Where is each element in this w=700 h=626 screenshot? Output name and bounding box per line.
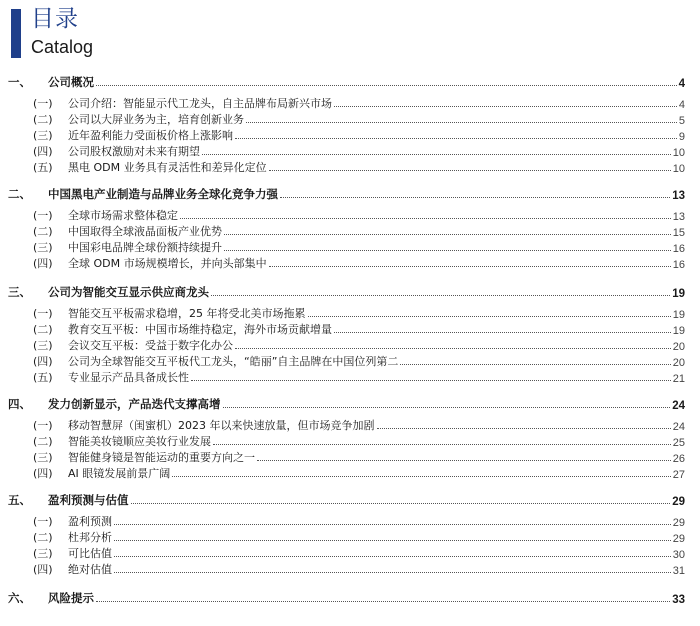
toc-entry-page: 24 [672,400,685,412]
toc-subsection-entry[interactable] [0,465,700,481]
dot-leader [246,122,677,123]
toc-entry-title: 全球 ODM 市场规模增长，并向头部集中 [68,257,267,270]
dot-leader [213,444,671,445]
dot-leader [224,234,671,235]
toc-entry-number: (一) [33,97,53,110]
toc-entry-page: 16 [672,243,685,255]
toc-entry-number: 四、 [8,397,31,411]
toc-entry-title: 智能美妆镜顺应美妆行业发展 [68,435,211,448]
toc-entry-page: 10 [672,163,685,175]
toc-subsection-entry[interactable] [0,255,700,271]
dot-leader [114,556,671,557]
dot-leader [308,316,671,317]
toc-entry-number: (四) [33,467,53,480]
toc-subsection-entry[interactable] [0,513,700,529]
toc-entry-title: 公司以大屏业务为主，培育创新业务 [68,113,244,126]
toc-entry-title: 全球市场需求整体稳定 [68,209,178,222]
toc-entry-number: (四) [33,563,53,576]
toc-section-entry[interactable] [0,284,700,300]
dot-leader [131,503,671,504]
toc-entry-title: 专业显示产品具备成长性 [68,371,189,384]
dot-leader [334,332,671,333]
toc-entry-number: (二) [33,323,53,336]
dot-leader [400,364,670,365]
toc-subsection-entry[interactable] [0,529,700,545]
toc-entry-title: 公司股权激励对未来有期望 [68,145,200,158]
toc-subsection-entry[interactable] [0,545,700,561]
toc-subsection-entry[interactable] [0,159,700,175]
dot-leader [334,106,677,107]
toc-entry-title: 中国黑电产业制造与品牌业务全球化竞争力强 [48,187,278,201]
toc-entry-page: 4 [678,78,685,90]
toc-entry-title: 公司概况 [48,75,94,89]
toc-subsection-entry[interactable] [0,143,700,159]
toc-entry-page: 20 [672,357,685,369]
dot-leader [224,250,671,251]
toc-entry-title: 公司为智能交互显示供应商龙头 [48,285,209,299]
toc-entry-page: 19 [672,325,685,337]
dot-leader [202,154,671,155]
toc-subsection-entry[interactable] [0,207,700,223]
toc-subsection-entry[interactable] [0,95,700,111]
catalog-title: 目录 [31,6,79,32]
toc-entry-page: 33 [672,594,685,606]
toc-entry-title: 杜邦分析 [68,531,112,544]
toc-entry-page: 24 [672,421,685,433]
toc-entry-number: (四) [33,257,53,270]
toc-entry-page: 19 [672,309,685,321]
toc-entry-title: 智能交互平板需求稳增，25 年将受北美市场拖累 [68,307,306,320]
dot-leader [211,295,670,296]
toc-entry-number: (三) [33,129,53,142]
toc-entry-title: 可比估值 [68,547,112,560]
toc-entry-page: 15 [672,227,685,239]
toc-subsection-entry[interactable] [0,337,700,353]
dot-leader [96,601,670,602]
toc-entry-page: 30 [672,549,685,561]
toc-entry-number: (四) [33,145,53,158]
toc-section-entry[interactable] [0,590,700,606]
dot-leader [172,476,670,477]
toc-entry-number: (二) [33,225,53,238]
toc-subsection-entry[interactable] [0,223,700,239]
toc-entry-number: (三) [33,451,53,464]
toc-entry-number: 二、 [8,187,31,201]
toc-entry-number: 三、 [8,285,31,299]
toc-subsection-entry[interactable] [0,369,700,385]
toc-subsection-entry[interactable] [0,321,700,337]
toc-entry-title: 中国取得全球液晶面板产业优势 [68,225,222,238]
toc-entry-page: 31 [672,565,685,577]
toc-entry-number: (一) [33,209,53,222]
toc-entry-page: 29 [672,496,685,508]
toc-entry-title: 智能健身镜是智能运动的重要方向之一 [68,451,255,464]
dot-leader [269,170,671,171]
toc-entry-number: (一) [33,307,53,320]
toc-section-entry[interactable] [0,186,700,202]
toc-entry-number: (二) [33,113,53,126]
toc-entry-title: 移动智慧屏（闺蜜机）2023 年以来快速放量，但市场竞争加剧 [68,419,375,432]
dot-leader [114,540,671,541]
toc-entry-number: (二) [33,531,53,544]
toc-entry-page: 5 [678,115,685,127]
dot-leader [235,348,671,349]
dot-leader [114,572,671,573]
toc-entry-title: 中国彩电品牌全球份额持续提升 [68,241,222,254]
toc-entry-title: 近年盈利能力受面板价格上涨影响 [68,129,233,142]
toc-entry-page: 21 [672,373,685,385]
toc-section-entry[interactable] [0,74,700,90]
toc-entry-number: (一) [33,419,53,432]
toc-subsection-entry[interactable] [0,127,700,143]
dot-leader [96,85,677,86]
toc-subsection-entry[interactable] [0,239,700,255]
catalog-subtitle: Catalog [31,37,94,57]
toc-entry-title: 黑电 ODM 业务具有灵活性和差异化定位 [68,161,267,174]
toc-section-entry[interactable] [0,396,700,412]
toc-entry-number: (五) [33,371,53,384]
toc-entry-page: 19 [672,288,685,300]
toc-entry-number: (二) [33,435,53,448]
dot-leader [257,460,671,461]
toc-entry-page: 26 [672,453,685,465]
toc-subsection-entry[interactable] [0,433,700,449]
toc-entry-title: 公司介绍：智能显示代工龙头，自主品牌布局新兴市场 [68,97,332,110]
toc-entry-number: (一) [33,515,53,528]
toc-entry-page: 13 [672,211,685,223]
toc-subsection-entry[interactable] [0,111,700,127]
toc-entry-title: 绝对估值 [68,563,112,576]
toc-entry-page: 9 [678,131,685,143]
toc-entry-number: (五) [33,161,53,174]
toc-entry-page: 16 [672,259,685,271]
toc-section-entry[interactable] [0,492,700,508]
toc-entry-page: 10 [672,147,685,159]
toc-entry-title: 盈利预测与估值 [48,493,129,507]
toc-entry-number: 五、 [8,493,31,507]
toc-entry-page: 29 [672,517,685,529]
toc-entry-page: 27 [672,469,685,481]
dot-leader [280,197,670,198]
toc-entry-page: 29 [672,533,685,545]
toc-entry-title: 风险提示 [48,591,94,605]
dot-leader [223,407,671,408]
toc-entry-title: 盈利预测 [68,515,112,528]
toc-entry-title: AI 眼镜发展前景广阔 [68,467,171,480]
toc-subsection-entry[interactable] [0,353,700,369]
dot-leader [180,218,671,219]
dot-leader [269,266,671,267]
toc-entry-title: 教育交互平板：中国市场维持稳定，海外市场贡献增量 [68,323,332,336]
toc-entry-number: (三) [33,241,53,254]
toc-subsection-entry[interactable] [0,449,700,465]
dot-leader [191,380,671,381]
toc-entry-title: 会议交互平板：受益于数字化办公 [68,339,233,352]
toc-entry-page: 4 [678,99,685,111]
toc-entry-number: (四) [33,355,53,368]
toc-entry-page: 13 [672,190,685,202]
dot-leader [377,428,671,429]
toc-entry-title: 发力创新显示，产品迭代支撑高增 [48,397,221,411]
toc-entry-number: 一、 [8,75,31,89]
toc-subsection-entry[interactable] [0,417,700,433]
toc-entry-number: (三) [33,339,53,352]
toc-entry-page: 25 [672,437,685,449]
toc-entry-page: 20 [672,341,685,353]
dot-leader [235,138,677,139]
toc-subsection-entry[interactable] [0,305,700,321]
toc-entry-number: (三) [33,547,53,560]
toc-entry-title: 公司为全球智能交互平板代工龙头，“皓丽”自主品牌在中国位列第二 [68,355,399,368]
toc-subsection-entry[interactable] [0,561,700,577]
dot-leader [114,524,671,525]
toc-entry-number: 六、 [8,591,31,605]
